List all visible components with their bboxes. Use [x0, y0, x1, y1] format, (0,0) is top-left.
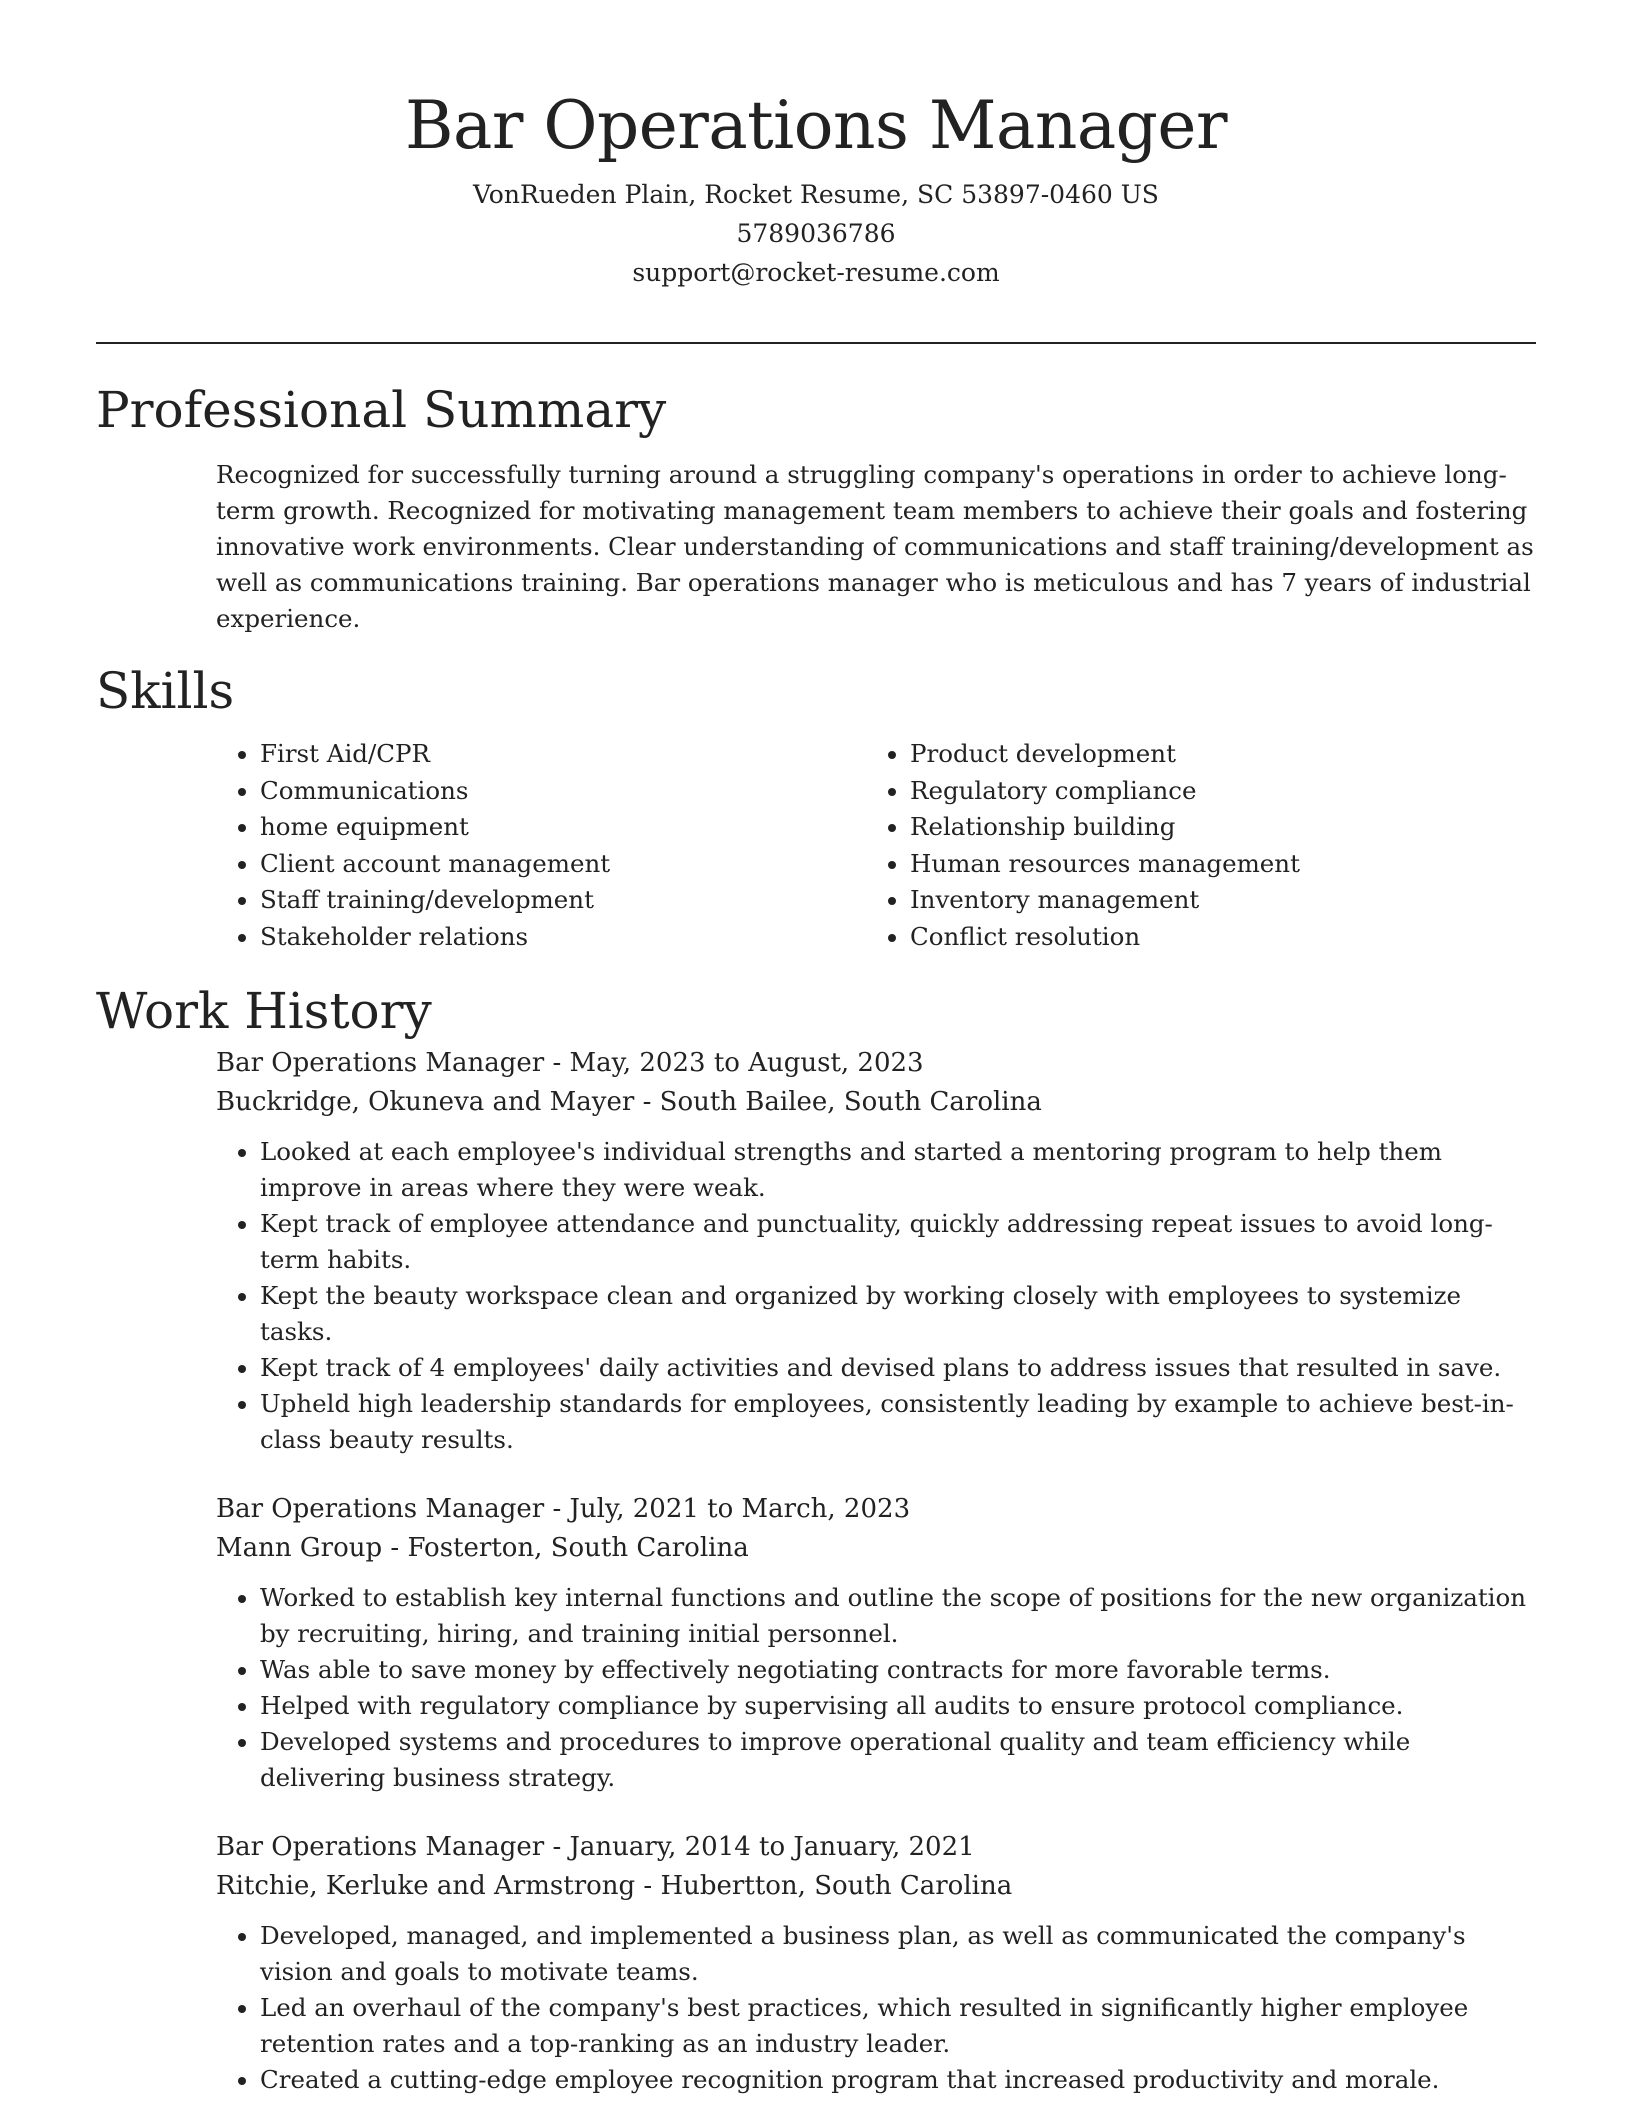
skills-heading: Skills — [96, 662, 235, 720]
skill-item: • Inventory management — [910, 882, 1516, 919]
skills-column-right — [866, 736, 1516, 955]
job-role: Bar Operations Manager — [216, 1494, 545, 1524]
job-bullets — [216, 1918, 1536, 2098]
skill-item: • home equipment — [260, 809, 866, 846]
job-role: Bar Operations Manager — [216, 1832, 545, 1862]
job-bullet: • Developed, managed, and implemented a business plan, as well as communicated the company's vision and goals to motivate teams. — [260, 1918, 1536, 1990]
job-dates: - January, 2014 to January, 2021 — [544, 1832, 975, 1862]
job-bullet: • Looked at each employee's individual strengths and started a mentoring program to help them improve in areas where they were weak. — [260, 1134, 1536, 1206]
job-bullet: • Created a cutting-edge employee recognition program that increased productivity and morale. — [260, 2062, 1536, 2098]
work-history-heading: Work History — [96, 982, 432, 1040]
job-bullets — [216, 1580, 1536, 1796]
contact-info — [0, 175, 1632, 292]
job-bullet: • Developed systems and procedures to improve operational quality and team efficiency while delivering business strategy. — [260, 1724, 1536, 1796]
skill-item: • Product development — [910, 736, 1516, 773]
job-location: - Fosterton, South Carolina — [382, 1533, 749, 1563]
job-bullets — [216, 1134, 1536, 1458]
resume-body — [96, 378, 1536, 2098]
job-bullet: • Kept track of 4 employees' daily activities and devised plans to address issues that resulted in save. — [260, 1350, 1536, 1386]
job-location: - Hubertton, South Carolina — [635, 1871, 1013, 1901]
skill-item: • Staff training/development — [260, 882, 866, 919]
job-location: - South Bailee, South Carolina — [634, 1087, 1042, 1117]
job-bullet: • Kept the beauty workspace clean and organized by working closely with employees to systemize tasks. — [260, 1278, 1536, 1350]
job-entry — [216, 1828, 1536, 2098]
header-divider — [96, 342, 1536, 344]
job-bullet: • Worked to establish key internal functions and outline the scope of positions for the new organization by recruiting, hiring, and training initial personnel. — [260, 1580, 1536, 1652]
resume-name: Bar Operations Manager — [404, 87, 1228, 164]
skill-item: • Regulatory compliance — [910, 773, 1516, 810]
job-dates: - May, 2023 to August, 2023 — [544, 1048, 924, 1078]
contact-address: VonRueden Plain, Rocket Resume, SC 53897-0460 US — [473, 180, 1159, 210]
job-company: Mann Group — [216, 1533, 383, 1563]
contact-phone: 5789036786 — [736, 219, 896, 249]
skill-item: • Client account management — [260, 846, 866, 883]
job-entry — [216, 1044, 1536, 1458]
job-entry — [216, 1490, 1536, 1796]
skills-grid — [216, 736, 1536, 955]
job-company: Buckridge, Okuneva and Mayer — [216, 1087, 635, 1117]
skill-item: • Communications — [260, 773, 866, 810]
skill-item: • Stakeholder relations — [260, 919, 866, 956]
job-company-line — [216, 1083, 1536, 1122]
skills-column-left — [216, 736, 866, 955]
contact-email: support@rocket-resume.com — [632, 258, 1000, 288]
summary-text: Recognized for successfully turning around a struggling company's operations in order to achieve long-term growth. Recognized for motivating management team members to achieve their goals and fostering innovative work environments. Clear understanding of communications and staff training/development as well as communications training. Bar operations manager who is meticulous and has 7 years of industrial experience. — [216, 460, 1534, 633]
job-title-line — [216, 1044, 1536, 1083]
job-bullet: • Upheld high leadership standards for employees, consistently leading by example to achieve best-in-class beauty results. — [260, 1386, 1536, 1458]
job-role: Bar Operations Manager — [216, 1048, 545, 1078]
job-company-line — [216, 1867, 1536, 1906]
skill-item: • Relationship building — [910, 809, 1516, 846]
summary-heading: Professional Summary — [96, 381, 667, 439]
job-company: Ritchie, Kerluke and Armstrong — [216, 1871, 636, 1901]
job-bullet: • Led an overhaul of the company's best practices, which resulted in significantly higher employee retention rates and a top-ranking as an industry leader. — [260, 1990, 1536, 2062]
skill-item: • First Aid/CPR — [260, 736, 866, 773]
skill-item: • Conflict resolution — [910, 919, 1516, 956]
job-dates: - July, 2021 to March, 2023 — [544, 1494, 911, 1524]
job-title-line — [216, 1828, 1536, 1867]
skill-item: • Human resources management — [910, 846, 1516, 883]
job-bullet: • Kept track of employee attendance and punctuality, quickly addressing repeat issues to avoid long-term habits. — [260, 1206, 1536, 1278]
job-company-line — [216, 1529, 1536, 1568]
job-bullet: • Was able to save money by effectively negotiating contracts for more favorable terms. — [260, 1652, 1536, 1688]
job-title-line — [216, 1490, 1536, 1529]
resume-header — [0, 0, 1632, 292]
job-bullet: • Helped with regulatory compliance by supervising all audits to ensure protocol compliance. — [260, 1688, 1536, 1724]
